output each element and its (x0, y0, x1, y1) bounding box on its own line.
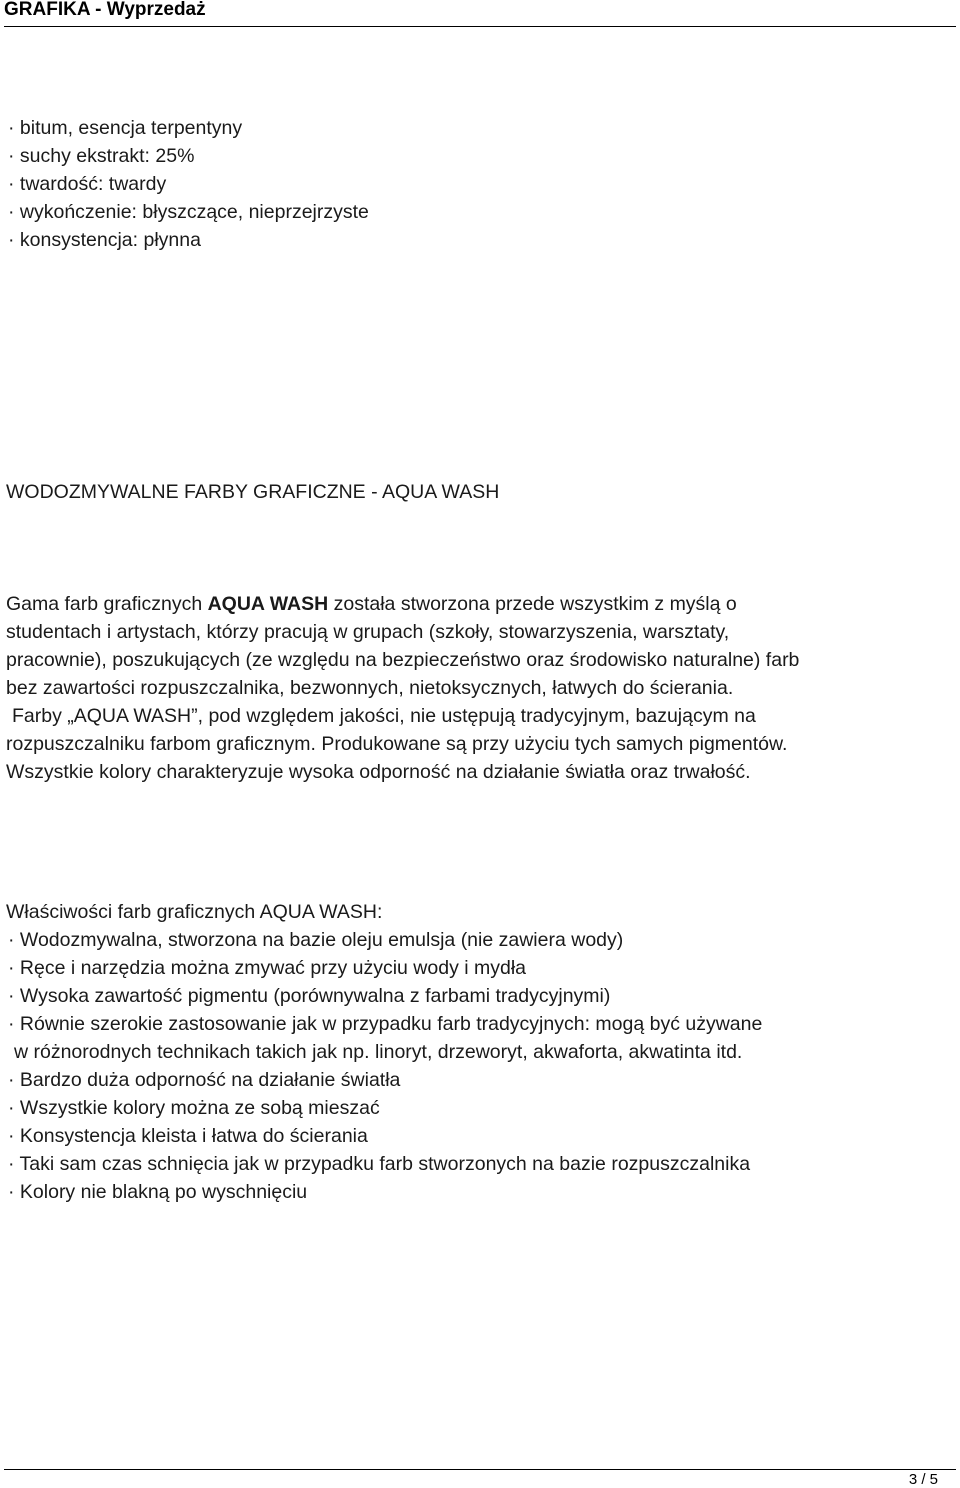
page-number: 3 / 5 (908, 1471, 938, 1488)
property-item: · Bardzo duża odporność na działanie światła (8, 1069, 401, 1091)
property-item: · Kolory nie blakną po wyschnięciu (8, 1181, 308, 1203)
property-item-continuation: w różnorodnych technikach takich jak np. linoryt, drzeworyt, akwaforta, akwatinta itd. (14, 1041, 743, 1063)
para-line: rozpuszczalniku farbom graficznym. Produkowane są przy użyciu tych samych pigmentów. (6, 733, 788, 755)
spec-list (8, 114, 369, 254)
spec-item: · suchy ekstrakt: 25% (8, 145, 195, 167)
spec-item: · bitum, esencja terpentyny (8, 117, 243, 139)
property-item: · Wszystkie kolory można ze sobą mieszać (8, 1097, 380, 1119)
property-item: · Taki sam czas schnięcia jak w przypadku farb stworzonych na bazie rozpuszczalnika (8, 1153, 751, 1175)
property-item: · Wodozmywalna, stworzona na bazie oleju emulsja (nie zawiera wody) (8, 929, 624, 951)
brand-name: AQUA WASH (207, 593, 329, 615)
property-item: · Równie szerokie zastosowanie jak w przypadku farb tradycyjnych: mogą być używane (8, 1013, 763, 1035)
para-text: została stworzona przede wszystkim z myślą o (328, 593, 737, 615)
spec-item: · twardość: twardy (8, 173, 167, 195)
description-paragraph (6, 590, 906, 786)
para-text: Gama farb graficznych (6, 593, 208, 615)
para-line: Wszystkie kolory charakteryzuje wysoka odporność na działanie światła oraz trwałość. (6, 761, 751, 783)
property-item: · Wysoka zawartość pigmentu (porównywalna z farbami tradycyjnymi) (8, 985, 611, 1007)
property-item: · Konsystencja kleista i łatwa do ścierania (8, 1125, 368, 1147)
spec-item: · wykończenie: błyszczące, nieprzejrzyste (8, 201, 369, 223)
page-header (4, 0, 956, 27)
section-title: WODOZMYWALNE FARBY GRAFICZNE - AQUA WASH (6, 481, 500, 503)
properties-list (8, 926, 762, 1206)
property-item: · Ręce i narzędzia można zmywać przy użyciu wody i mydła (8, 957, 527, 979)
para-line: studentach i artystach, którzy pracują w grupach (szkoły, stowarzyszenia, warsztaty, (6, 621, 730, 643)
header-title: GRAFIKA - Wyprzedaż (4, 0, 206, 20)
para-line: Farby „AQUA WASH”, pod względem jakości, nie ustępują tradycyjnym, bazującym na (12, 705, 756, 727)
para-line (6, 590, 906, 618)
page-footer (4, 1469, 956, 1488)
para-line: pracownie), poszukujących (ze względu na bezpieczeństwo oraz środowisko naturalne) farb (6, 649, 800, 671)
para-line: bez zawartości rozpuszczalnika, bezwonnych, nietoksycznych, łatwych do ścierania. (6, 677, 734, 699)
spec-item: · konsystencja: płynna (8, 229, 201, 251)
properties-title: Właściwości farb graficznych AQUA WASH: (6, 901, 383, 923)
